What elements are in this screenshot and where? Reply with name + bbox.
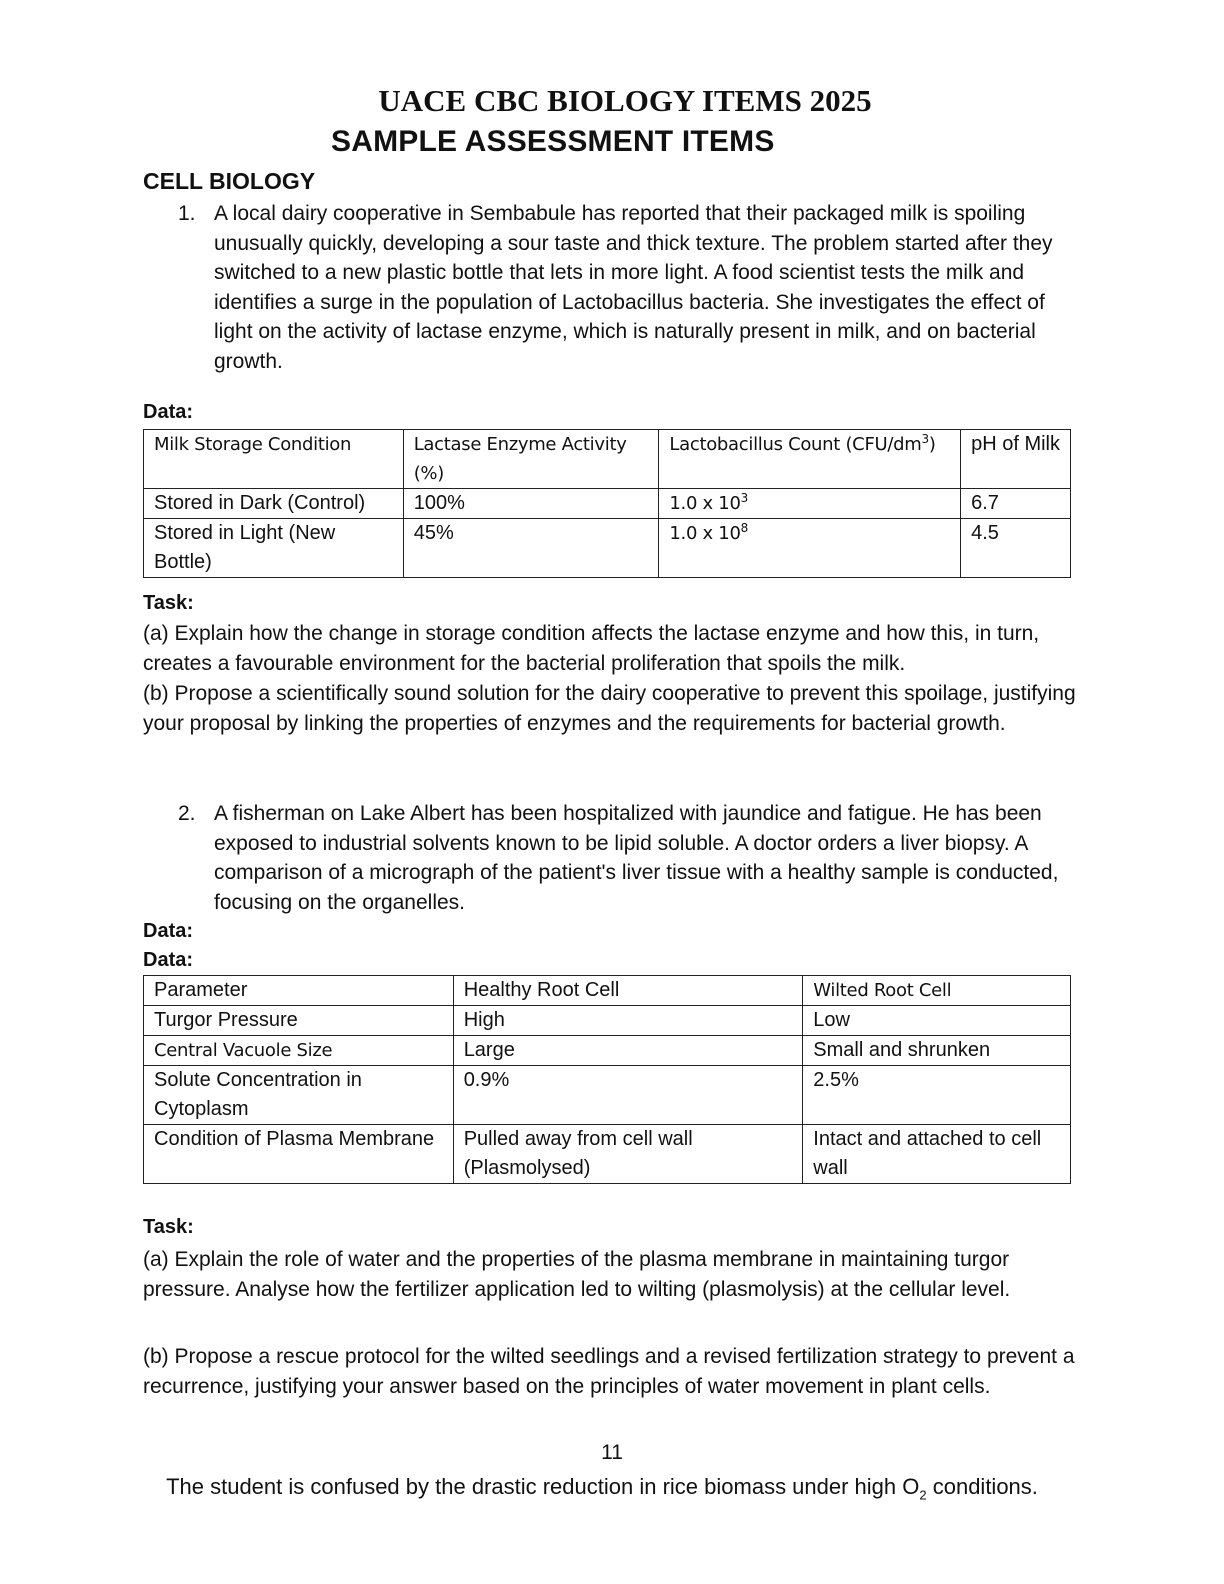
table-row <box>144 489 1071 519</box>
document-title: UACE CBC BIOLOGY ITEMS 2025 <box>378 83 872 118</box>
question-2 <box>178 799 1084 917</box>
table-cell: Central Vacuole Size <box>144 1036 454 1066</box>
table-header-cell: Parameter <box>144 976 454 1006</box>
table-row <box>144 1036 1071 1066</box>
table-row <box>144 1006 1071 1036</box>
table-cell: 2.5% <box>803 1066 1071 1125</box>
table-row <box>144 519 1071 578</box>
table-cell: 1.0 x $10^8$ <box>659 519 961 578</box>
table-cell: 0.9% <box>453 1066 803 1125</box>
table-cell: Pulled away from cell wall (Plasmolysed) <box>453 1125 803 1184</box>
question-number: 1. <box>178 202 196 225</box>
table-cell: Solute Concentration in Cytoplasm <box>144 1066 454 1125</box>
data-label: Data: <box>143 401 194 423</box>
table-cell: Condition of Plasma Membrane <box>144 1125 454 1184</box>
table-header-cell: Healthy Root Cell <box>453 976 803 1006</box>
question-1 <box>178 199 1084 376</box>
table-row <box>144 1125 1071 1184</box>
table-cell: Large <box>453 1036 803 1066</box>
task-label: Task: <box>143 1216 194 1238</box>
table-cell: 100% <box>403 489 659 519</box>
table-cell: Turgor Pressure <box>144 1006 454 1036</box>
table-header-cell: pH of Milk <box>961 430 1071 489</box>
question-number: 2. <box>178 802 196 825</box>
task-b: (b) Propose a scientifically sound solution for the dairy cooperative to prevent this spoilage, justifying your proposal by linking the properties of enzymes and the requirements for bacterial growth. <box>143 682 1076 735</box>
question-text: A local dairy cooperative in Sembabule has reported that their packaged milk is spoiling unusually quickly, developing a sour taste and thick texture. The problem started after they switched to a new plastic bottle that lets in more light. A food scientist tests the milk and identifies a surge in the population of Lactobacillus bacteria. She investigates the effect of light on the activity of lactase enzyme, which is naturally present in milk, and on bacterial growth. <box>214 202 1053 373</box>
table-header-row <box>144 976 1071 1006</box>
table-cell: High <box>453 1006 803 1036</box>
table-cell: 45% <box>403 519 659 578</box>
page-number: 11 <box>601 1441 623 1464</box>
table-cell: 6.7 <box>961 489 1071 519</box>
table-cell: Low <box>803 1006 1071 1036</box>
table-cell: Stored in Light (New Bottle) <box>144 519 404 578</box>
task-a: (a) Explain how the change in storage condition affects the lactase enzyme and how this, in turn, creates a favourable environment for the bacterial proliferation that spoils the milk. <box>143 622 1040 675</box>
data-label: Data: <box>143 949 194 971</box>
task-a: (a) Explain the role of water and the properties of the plasma membrane in maintaining turgor pressure. Analyse how the fertilizer application led to wilting (plasmolysis) at the cellular level. <box>143 1248 1011 1301</box>
table-header-cell: Lactobacillus Count $(CFU/dm^3)$ <box>659 430 961 489</box>
table-header-cell: Milk Storage Condition <box>144 430 404 489</box>
milk-storage-table <box>143 429 1071 578</box>
table-header-cell: Lactase Enzyme Activity (%) <box>403 430 659 489</box>
root-cell-table <box>143 975 1071 1184</box>
table-cell: 1.0 x $10^3$ <box>659 489 961 519</box>
table-row <box>144 1066 1071 1125</box>
footer-note: The student is confused by the drastic reduction in rice biomass under high $O_2$ conditions. <box>166 1474 1038 1503</box>
table-cell: Intact and attached to cell wall <box>803 1125 1071 1184</box>
table-cell: Small and shrunken <box>803 1036 1071 1066</box>
table-cell: 4.5 <box>961 519 1071 578</box>
data-label: Data: <box>143 920 194 942</box>
section-heading: CELL BIOLOGY <box>143 168 316 194</box>
table-cell: Stored in Dark (Control) <box>144 489 404 519</box>
table-header-row <box>144 430 1071 489</box>
task-b: (b) Propose a rescue protocol for the wilted seedlings and a revised fertilization strategy to prevent a recurrence, justifying your answer based on the principles of water movement in plant cells. <box>143 1345 1075 1398</box>
table-header-cell: Wilted Root Cell <box>803 976 1071 1006</box>
document-subtitle: SAMPLE ASSESSMENT ITEMS <box>331 125 775 158</box>
task-label: Task: <box>143 592 194 614</box>
question-text: A fisherman on Lake Albert has been hospitalized with jaundice and fatigue. He has been exposed to industrial solvents known to be lipid soluble. A doctor orders a liver biopsy. A comparison of a micrograph of the patient's liver tissue with a healthy sample is conducted, focusing on the organelles. <box>214 802 1059 914</box>
